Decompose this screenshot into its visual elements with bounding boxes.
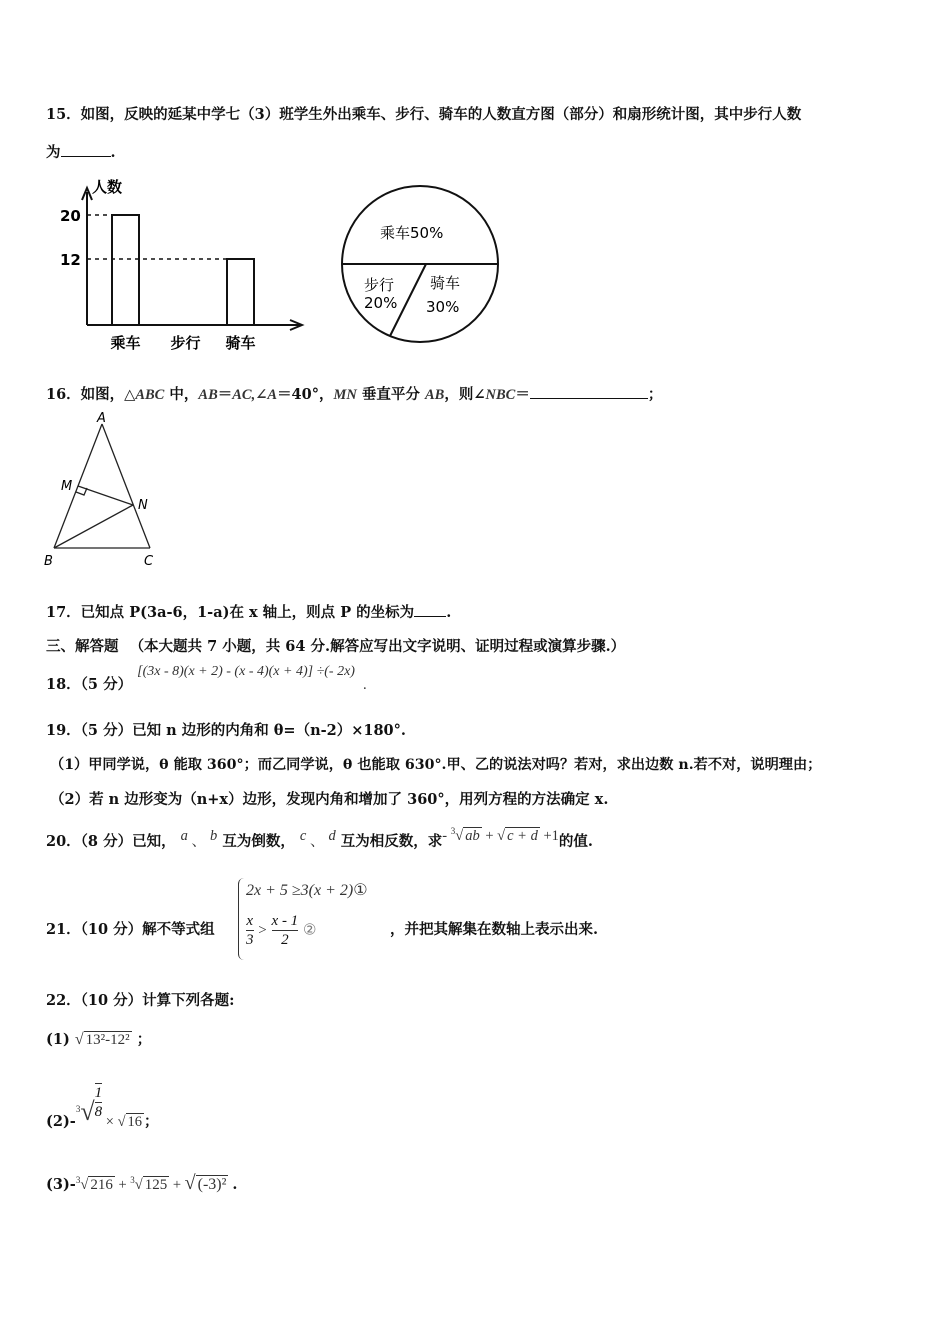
label-m: M [61, 479, 73, 494]
q22-p2-times: × [102, 1114, 118, 1130]
q20-var-c: c [299, 828, 307, 844]
q20-var-d: d [328, 828, 336, 844]
bar-y-tick-label: 12 [60, 251, 81, 269]
q22-p3-body2: 125 [144, 1177, 168, 1193]
q22-p3-plus1: + [114, 1177, 131, 1193]
q22-p1-label: (1) [46, 1031, 70, 1048]
q22-part2: (2)-3√ $\frac{1}{8}$ × √ 16 ； [46, 1085, 159, 1130]
q16-triangle: ABC [135, 387, 165, 403]
q22-p2-num: 1 [94, 1085, 103, 1101]
q15-prefix: 为 [46, 144, 61, 161]
bar-1 [112, 215, 139, 325]
q15-answer-blank[interactable] [61, 142, 111, 157]
bar-ylabel: 人数 [92, 178, 123, 196]
q17-answer-blank[interactable] [414, 602, 446, 617]
label-a: A [97, 411, 106, 426]
label-c: C [144, 554, 154, 569]
pie-label-bike: 骑车 [430, 274, 461, 292]
q22-part1: (1) √ 13²-12² ； [46, 1031, 152, 1048]
q21-frac-right-num: x - 1 [271, 913, 299, 929]
q20-cbrt-index: 3 [450, 826, 456, 837]
q22-part3: (3)-$^3$√ 216 + $^3$√ 125 + √ (-3)² . [46, 1172, 238, 1194]
pie-label-bus: 乘车50% [380, 224, 444, 242]
bar-y-tick-label: 20 [60, 207, 81, 225]
bar-category-label: 步行 [170, 334, 201, 352]
q16-mid1: 中， [164, 386, 199, 403]
q22-p2-index: 3 [75, 1104, 81, 1115]
q15-line2 [46, 141, 116, 162]
section3-title: 三、解答题 [46, 638, 119, 655]
q21-ineq1-expr: 2x + 5 ≥3(x + 2) [246, 882, 354, 899]
q20-plus1: + [481, 828, 498, 844]
q20-var-b: b [210, 828, 218, 844]
q18-label: 18．（5 分） [46, 676, 133, 693]
q17-line [46, 601, 451, 622]
q20-label: 20．（8 分）已知， [46, 833, 176, 850]
q22-title: 22．（10 分）计算下列各题: [46, 992, 235, 1009]
q22-p3-body1: 216 [90, 1177, 113, 1193]
bar-category-label: 骑车 [225, 334, 256, 352]
q22-p3-label: (3)- [46, 1176, 76, 1193]
q21-mark1: ① [353, 882, 368, 899]
q20-mid1: 互为倒数， [217, 833, 295, 850]
q20-sep2: 、 [306, 834, 325, 850]
q16-answer-blank[interactable] [530, 384, 648, 399]
q15-pie-chart [338, 178, 508, 353]
q16-eq3: ＝ [515, 386, 530, 403]
q20-neg: - [442, 828, 451, 844]
q20-expression: - $^3$√ ab + √ c + d +1 [442, 826, 559, 844]
q22-p2-label: (2)- [46, 1113, 76, 1130]
q16-line [46, 383, 662, 404]
q18-expression: [(3x - 8)(x + 2) - (x - 4)(x + 4)] ÷(- 2x) [137, 664, 355, 679]
q16-eq2: ＝40°， [277, 386, 334, 403]
q21-gt: > [258, 922, 267, 939]
q21-frac-right-den: 2 [281, 932, 289, 948]
side-ac [102, 424, 150, 548]
q15-bar-chart [52, 170, 312, 360]
q19-line1: 19．（5 分）已知 n 边形的内角和 θ=（n-2）×180°. [46, 722, 406, 739]
q19-line3: （2）若 n 边形变为（n+x）边形，发现内角和增加了 360°，用列方程的方法确定 x. [50, 791, 609, 808]
q22-p2-frac [95, 1083, 103, 1121]
q16-ab1: AB [198, 387, 218, 403]
q16-mid2: 垂直平分 [356, 386, 425, 403]
q22-p2-den: 8 [94, 1104, 103, 1120]
q22-p2-sqrt: 16 [127, 1114, 143, 1130]
q15-suffix: . [110, 144, 116, 161]
q22-p3-suffix: . [232, 1176, 238, 1193]
q21-frac-left-num: x [246, 913, 254, 929]
bar-3 [227, 259, 254, 325]
q18-suffix: . [362, 677, 367, 693]
q22-p3-plus2: + [169, 1177, 185, 1193]
pie-pct-walk: 20% [364, 294, 398, 312]
q21-inequality-1 [246, 880, 368, 900]
q20-suffix: 的值. [558, 833, 593, 850]
q21-frac-left [246, 912, 254, 949]
section3-heading [46, 635, 625, 656]
q20-sqrt-body: c + d [507, 828, 538, 844]
q22-p1-suffix: ； [136, 1031, 152, 1048]
q16-triangle-figure [40, 410, 170, 570]
q21-mark2: ② [302, 922, 317, 939]
q16-eq1: ＝ [217, 386, 233, 403]
q16-ab2: AB [424, 387, 445, 403]
q16-prefix: 16．如图，△ [46, 386, 136, 403]
section3-note: （本大题共 7 小题，共 64 分.解答应写出文字说明、证明过程或演算步骤.） [129, 638, 626, 655]
q16-ac: AC, [232, 387, 256, 403]
label-n: N [138, 498, 148, 513]
q16-nbc: NBC [485, 387, 516, 403]
q20-plus2: +1 [539, 828, 559, 844]
q20-var-a: a [180, 828, 188, 844]
pie-pct-bike: 30% [426, 298, 460, 316]
q22-p1-expr: 13²-12² [85, 1032, 130, 1048]
q22-p3-sqrt: (-3)² [197, 1176, 227, 1193]
q21-label: 21．（10 分）解不等式组 [46, 921, 215, 938]
q15-line1: 15．如图，反映的延某中学七（3）班学生外出乘车、步行、骑车的人数直方图（部分）和扇形统计图，其中步行人数 [46, 106, 802, 123]
q17-suffix: . [446, 604, 452, 621]
q16-angle: ∠A [255, 387, 278, 403]
pie-label-walk: 步行 [364, 276, 395, 294]
segment-bn [54, 505, 133, 548]
q20-mid2: 互为相反数，求 [335, 833, 443, 850]
q18-line [46, 664, 367, 694]
q16-mn: MN [333, 387, 357, 403]
q20-cbrt-body: ab [465, 828, 480, 844]
q22-p3-idx1: 3 [75, 1175, 81, 1186]
bar-category-label: 乘车 [110, 334, 141, 352]
q21-frac-left-den: 3 [246, 932, 254, 948]
q21-inequality-2 [246, 912, 316, 949]
q16-mid3: ，则∠ [444, 386, 486, 403]
q19-line2: （1）甲同学说，θ 能取 360°；而乙同学说，θ 也能取 630°.甲、乙的说法对吗？若对，求出边数 n.若不对，说明理由； [50, 757, 822, 773]
q22-p3-idx2: 3 [130, 1175, 135, 1186]
q17-text: 17．已知点 P(3a-6，1-a)在 x 轴上，则点 P 的坐标为 [46, 604, 415, 621]
q22-p2-suffix: ； [144, 1113, 159, 1130]
q16-suffix: ； [647, 386, 663, 403]
label-b: B [44, 554, 53, 569]
q20-sep1: 、 [187, 834, 207, 850]
q21-frac-right [272, 912, 299, 949]
q21-suffix: ，并把其解集在数轴上表示出来. [390, 921, 599, 938]
q20-line [46, 826, 593, 851]
